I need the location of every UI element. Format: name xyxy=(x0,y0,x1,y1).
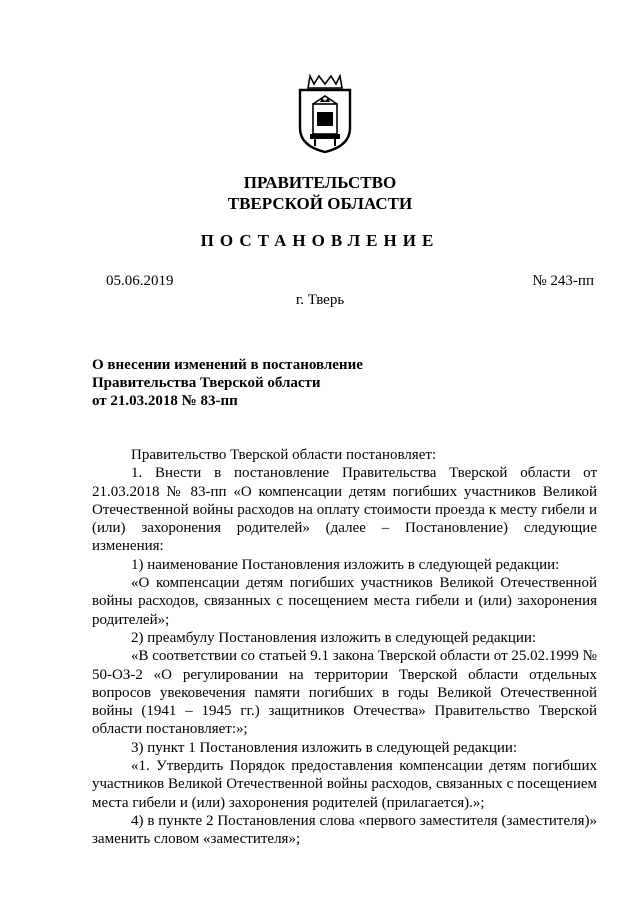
subject-line1: О внесении изменений в постановление xyxy=(92,357,363,373)
document-date: 05.06.2019 xyxy=(106,273,174,289)
body-paragraph-4: «О компенсации детям погибших участников Великой Отечественной войны расходов, связанных с посещением места гибели и (или) захоронения родителей»; xyxy=(92,575,597,628)
body-paragraph-5: 2) преамбулу Постановления изложить в следующей редакции: xyxy=(131,629,537,646)
government-title-line1: ПРАВИТЕЛЬСТВО xyxy=(243,173,397,192)
government-title-line2: ТВЕРСКОЙ ОБЛАСТИ xyxy=(227,194,413,213)
body-paragraph-9: 4) в пункте 2 Постановления слова «первого заместителя (заместителя)» заменить словом «заместителя»; xyxy=(92,812,597,848)
body-paragraph-2: 1. Внести в постановление Правительства Тверской области от 21.03.2018 № 83-пп «О компенсации детям погибших участников Великой Отечественной войны расходов на оплату стоимости проезда к месту гибели и (или) захоронения родителей» (далее – Постановление) следующие изменения: xyxy=(92,465,597,555)
body-paragraph-1: Правительство Тверской области постановляет: xyxy=(131,447,437,463)
coat-of-arms-icon xyxy=(296,72,354,154)
body-paragraph-8: «1. Утвердить Порядок предоставления компенсации детям погибших участников Великой Отечественной войны расходов, связанных с посещением места гибели и (или) захоронения родителей (прилагается).»; xyxy=(92,758,597,811)
document-body xyxy=(92,446,597,849)
subject-line3: от 21.03.2018 № 83-пп xyxy=(92,393,238,409)
body-paragraph-7: 3) пункт 1 Постановления изложить в следующей редакции: xyxy=(131,739,518,756)
document-type: ПОСТАНОВЛЕНИЕ xyxy=(200,231,440,250)
body-paragraph-3: 1) наименование Постановления изложить в следующей редакции: xyxy=(131,556,560,573)
document-number: № 243-пп xyxy=(532,273,594,289)
body-paragraph-6: «В соответствии со статьей 9.1 закона Тверской области от 25.02.1999 № 50-ОЗ-2 «О регулировании на территории Тверской области отдельных вопросов увековечения памяти погибших в годы Великой Отечественной войны (1941 – 1945 гг.) защитников Отечества» Правительство Тверской области постановляет:»; xyxy=(92,648,597,738)
document-subject xyxy=(92,356,422,410)
subject-line2: Правительства Тверской области xyxy=(92,375,321,391)
document-city: г. Тверь xyxy=(295,292,345,308)
